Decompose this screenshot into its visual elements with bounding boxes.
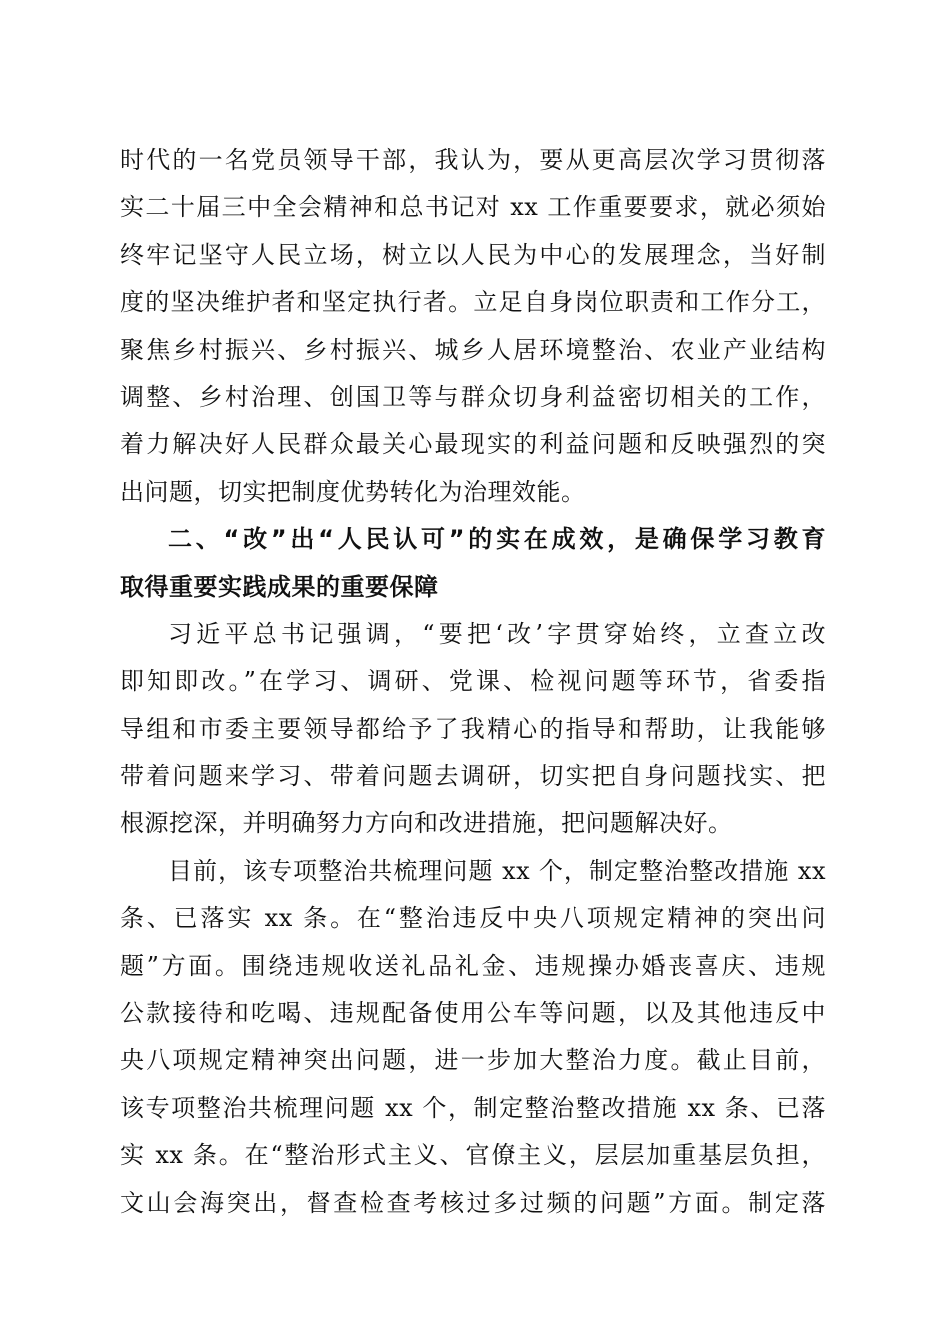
heading-line: 二、“改”出“人民认可”的实在成效，是确保学习教育 xyxy=(168,525,826,554)
text-line: 央八项规定精神突出问题，进一步加大整治力度。截止目前， xyxy=(120,1046,826,1075)
text-line: 调整、乡村治理、创国卫等与群众切身利益密切相关的工作， xyxy=(120,382,826,411)
text-line: 条、已落实 xx 条。在“整治违反中央八项规定精神的突出问 xyxy=(120,904,826,933)
paragraph-3 xyxy=(120,848,826,1227)
text-line: 聚焦乡村振兴、乡村振兴、城乡人居环境整治、农业产业结构 xyxy=(120,335,826,364)
text-line: 着力解决好人民群众最关心最现实的利益问题和反映强烈的突 xyxy=(120,430,826,459)
text-line: 根源挖深，并明确努力方向和改进措施，把问题解决好。 xyxy=(120,809,733,838)
text-line: 时代的一名党员领导干部，我认为，要从更高层次学习贯彻落 xyxy=(120,146,826,174)
text-line: 公款接待和吃喝、违规配备使用公车等问题，以及其他违反中 xyxy=(120,999,826,1028)
paragraph-1 xyxy=(120,137,826,516)
text-line: 带着问题来学习、带着问题去调研，切实把自身问题找实、把 xyxy=(120,762,826,791)
text-line: 该专项整治共梳理问题 xx 个，制定整治整改措施 xx 条、已落 xyxy=(120,1093,826,1122)
text-line: 导组和市委主要领导都给予了我精心的指导和帮助，让我能够 xyxy=(120,714,826,743)
heading-line: 取得重要实践成果的重要保障 xyxy=(120,572,439,601)
text-line: 文山会海突出，督查检查考核过多过频的问题”方面。制定落 xyxy=(120,1188,826,1217)
document-body xyxy=(120,137,826,1227)
text-line: 目前，该专项整治共梳理问题 xx 个，制定整治整改措施 xx xyxy=(168,856,826,885)
text-line: 习近平总书记强调，“要把‘改’字贯穿始终，立查立改 xyxy=(168,619,826,648)
text-line: 题”方面。围绕违规收送礼品礼金、违规操办婚丧喜庆、违规 xyxy=(120,951,826,980)
text-line: 度的坚决维护者和坚定执行者。立足自身岗位职责和工作分工， xyxy=(120,288,826,317)
text-line: 终牢记坚守人民立场，树立以人民为中心的发展理念，当好制 xyxy=(120,240,826,269)
text-line: 实二十届三中全会精神和总书记对 xx 工作重要要求，就必须始 xyxy=(120,193,826,222)
text-line: 即知即改。”在学习、调研、党课、检视问题等环节，省委指 xyxy=(120,667,826,696)
paragraph-2 xyxy=(120,611,826,848)
text-line: 实 xx 条。在“整治形式主义、官僚主义，层层加重基层负担， xyxy=(120,1141,826,1170)
text-line: 出问题，切实把制度优势转化为治理效能。 xyxy=(120,477,586,506)
section-heading-2 xyxy=(120,516,826,611)
